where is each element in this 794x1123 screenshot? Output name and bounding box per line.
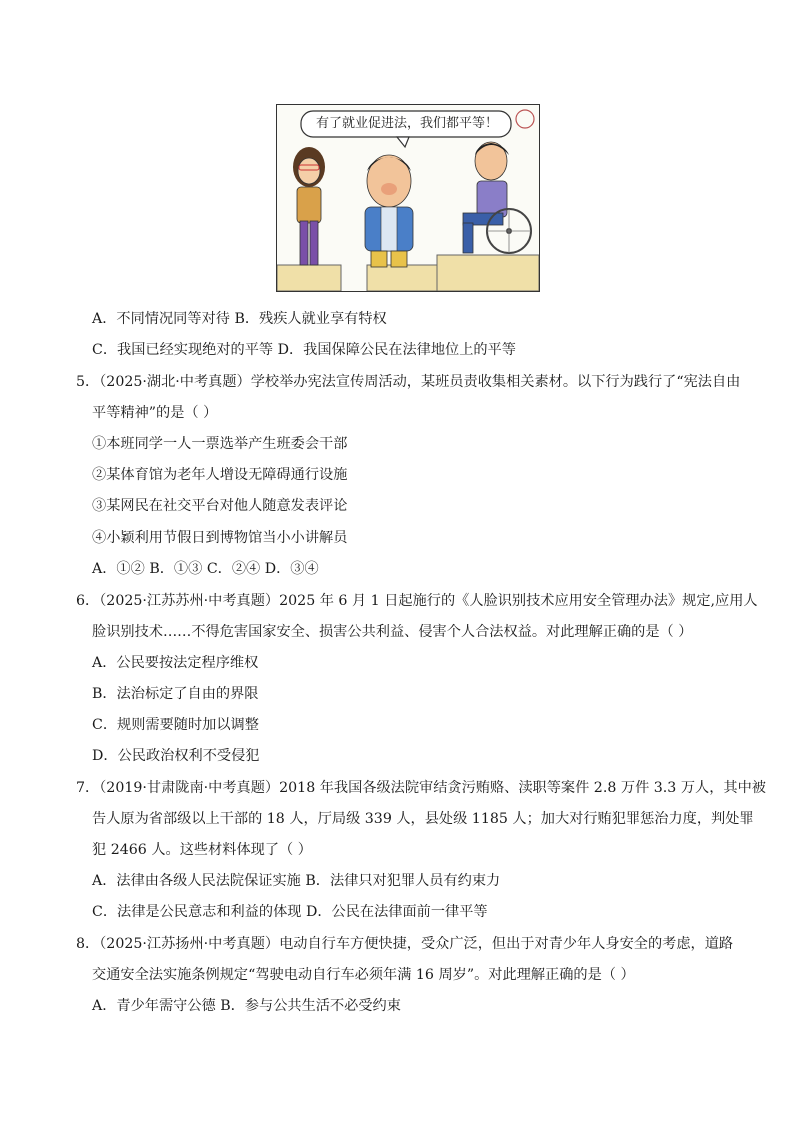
seal-icon — [516, 110, 534, 128]
q7-stem-line-2: 告人原为省部级以上干部的 18 人，厅局级 339 人，县处级 1185 人；加大对行贿犯罪惩治力度，判处罪 — [92, 811, 754, 827]
q7-stem-line-1: 7．（2019·甘肃陇南·中考真题）2018 年我国各级法院审结贪污贿赂、渎职等案件 2.8 万件 3.3 万人，其中被 — [76, 780, 766, 796]
q6-option-b: B．法治标定了自由的界限 — [92, 686, 259, 702]
cartoon-illustration — [276, 104, 540, 292]
q8-stem-line-2: 交通安全法实施条例规定“驾驶电动自行车必须年满 16 周岁”。对此理解正确的是（ ） — [92, 967, 635, 983]
q7-stem-line-3: 犯 2466 人。这些材料体现了（ ） — [92, 842, 312, 858]
q5-stem-line-2: 平等精神”的是（ ） — [92, 405, 218, 421]
q6-option-c: C．规则需要随时加以调整 — [92, 717, 259, 733]
q5-options: A．①② B．①③ C．②④ D．③④ — [92, 561, 319, 577]
q7-option-line-1: A．法律由各级人民法院保证实施 B．法律只对犯罪人员有约束力 — [92, 873, 501, 889]
q7-option-line-2: C．法律是公民意志和利益的体现 D．公民在法律面前一律平等 — [92, 904, 488, 920]
q6-option-d: D．公民政治权利不受侵犯 — [92, 748, 260, 764]
q8-stem-line-1: 8．（2025·江苏扬州·中考真题）电动自行车方便快捷，受众广泛，但出于对青少年人身安全的考虑，道路 — [76, 936, 734, 952]
speech-bubble-text: 有了就业促进法，我们都平等！ — [315, 116, 498, 131]
q6-stem-line-2: 脸识别技术……不得危害国家安全、损害公共利益、侵害个人合法权益。对此理解正确的是（ ） — [92, 624, 693, 640]
q6-stem-line-1: 6．（2025·江苏苏州·中考真题）2025 年 6 月 1 日起施行的《人脸识别技术应用安全管理办法》规定,应用人 — [76, 593, 758, 609]
q5-item-2: ②某体育馆为老年人增设无障碍通行设施 — [92, 467, 348, 483]
q8-option-line-1: A．青少年需守公德 B．参与公共生活不必受约束 — [92, 998, 401, 1014]
q5-item-4: ④小颖利用节假日到博物馆当小小讲解员 — [92, 530, 348, 546]
q4-option-line-2: C．我国已经实现绝对的平等 D．我国保障公民在法律地位上的平等 — [92, 342, 516, 358]
q5-item-3: ③某网民在社交平台对他人随意发表评论 — [92, 498, 348, 514]
q5-item-1: ①本班同学一人一票选举产生班委会干部 — [92, 436, 348, 452]
q4-option-line-1: A．不同情况同等对待 B．残疾人就业享有特权 — [92, 311, 387, 327]
q5-stem-line-1: 5．（2025·湖北·中考真题）学校举办宪法宣传周活动，某班员责收集相关素材。以下行为践行了“宪法自由 — [76, 374, 741, 390]
q6-option-a: A．公民要按法定程序维权 — [92, 655, 259, 671]
